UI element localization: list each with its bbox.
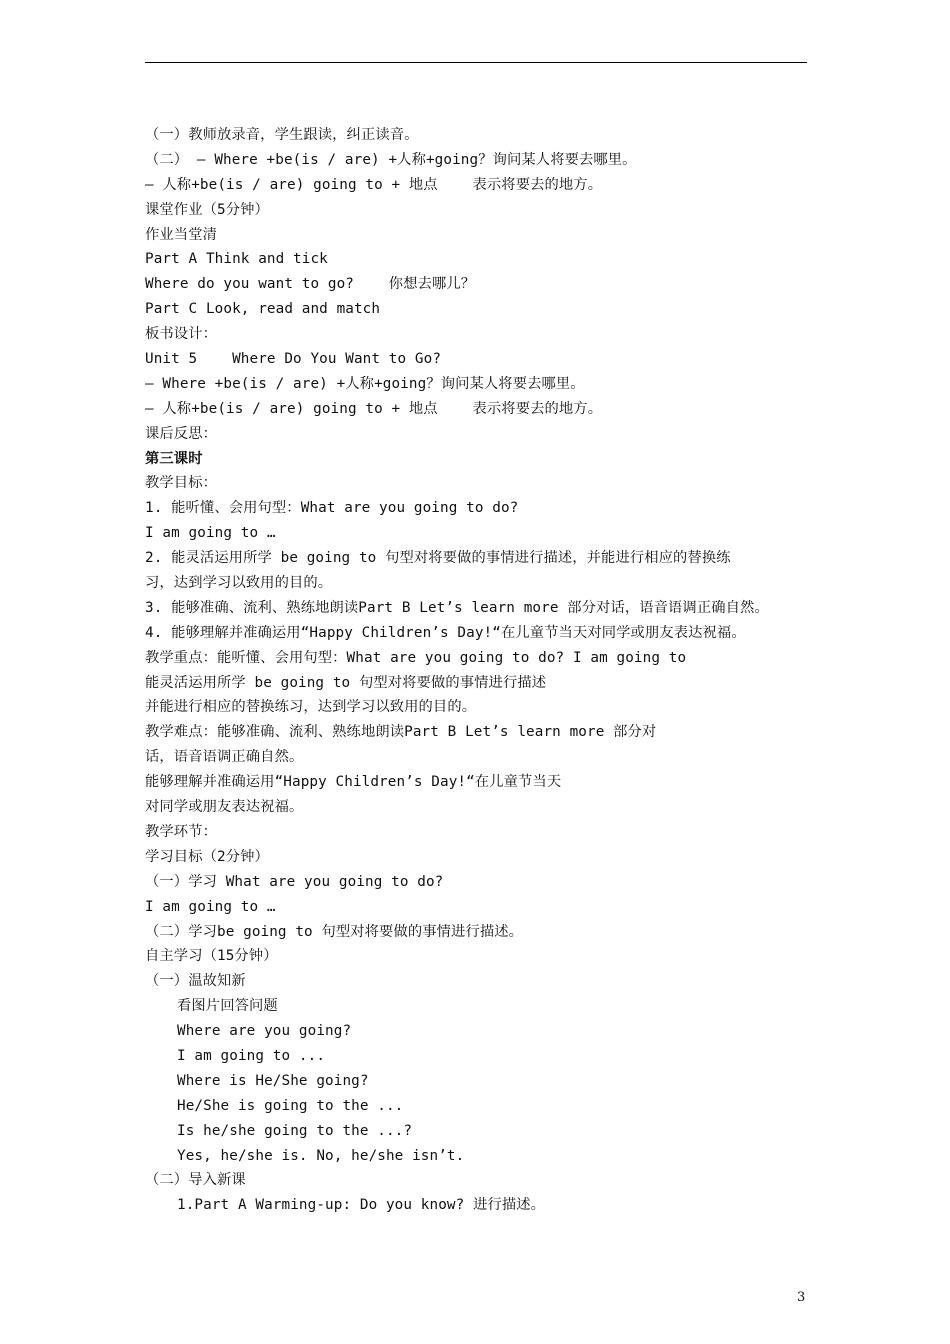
text-line: 1. 能听懂、会用句型：What are you going to do? [145, 500, 519, 517]
text-line: （二）导入新课 [145, 1172, 246, 1189]
section-heading: 第三课时 [145, 450, 203, 467]
text-line: Part A Think and tick [145, 251, 328, 268]
text-line: — 人称+be(is / are) going to + 地点 表示将要去的地方。 [145, 176, 603, 193]
header-rule [145, 62, 807, 63]
text-line: Is he/she going to the ...? [177, 1122, 413, 1139]
text-line: 能灵活运用所学 be going to 句型对将要做的事情进行描述 [145, 674, 547, 691]
text-line: 教学难点：能够准确、流利、熟练地朗读Part B Let’s learn more 部分对 [145, 724, 657, 741]
text-line: — 人称+be(is / are) going to + 地点 表示将要去的地方。 [145, 400, 603, 417]
text-line: Part C Look, read and match [145, 301, 381, 318]
text-line: 板书设计： [145, 326, 217, 343]
text-line: （一）温故知新 [145, 973, 246, 990]
text-line: 教学目标： [145, 475, 217, 492]
text-line: Yes, he/she is. No, he/she isn’t. [177, 1147, 465, 1164]
text-line: Where do you want to go? 你想去哪儿？ [145, 276, 476, 293]
text-line: Unit 5 Where Do You Want to Go? [145, 351, 442, 368]
text-line: 3. 能够准确、流利、熟练地朗读Part B Let’s learn more 部分对话，语音语调正确自然。 [145, 599, 769, 616]
text-line: 课后反思： [145, 425, 217, 442]
document-body [145, 123, 845, 1218]
text-line: 学习目标（2分钟） [145, 848, 269, 865]
text-line: 话，语音语调正确自然。 [145, 749, 304, 766]
text-line: 能够理解并准确运用“Happy Children’s Day!“在儿童节当天 [145, 774, 562, 791]
page-number: 3 [797, 1290, 806, 1305]
text-line: I am going to ... [177, 1047, 326, 1064]
text-line: 看图片回答问题 [177, 998, 278, 1015]
text-line: （二） — Where +be(is / are) +人称+going？询问某人将要去哪里。 [145, 151, 637, 168]
text-line: 习，达到学习以致用的目的。 [145, 575, 333, 592]
text-line: 1.Part A Warming-up: Do you know? 进行描述。 [177, 1197, 546, 1214]
text-line: （一）学习 What are you going to do? [145, 873, 444, 890]
text-line: I am going to … [145, 898, 276, 915]
text-line: 并能进行相应的替换练习，达到学习以致用的目的。 [145, 699, 477, 716]
text-line: 对同学或朋友表达祝福。 [145, 799, 304, 816]
text-line: I am going to … [145, 525, 276, 542]
text-line: 2. 能灵活运用所学 be going to 句型对将要做的事情进行描述，并能进行相应的替换练 [145, 550, 731, 567]
text-line: 教学重点：能听懂、会用句型：What are you going to do? I am going to [145, 649, 687, 666]
text-line: 4. 能够理解并准确运用“Happy Children’s Day!“在儿童节当天对同学或朋友表达祝福。 [145, 624, 746, 641]
text-line: 作业当堂清 [145, 226, 217, 243]
text-line: — Where +be(is / are) +人称+going？询问某人将要去哪里。 [145, 375, 585, 392]
text-line: （二）学习be going to 句型对将要做的事情进行描述。 [145, 923, 524, 940]
text-line: （一）教师放录音，学生跟读，纠正读音。 [145, 127, 419, 143]
text-line: 课堂作业（5分钟） [145, 201, 269, 218]
text-line: Where are you going? [177, 1023, 352, 1040]
text-line: 教学环节： [145, 823, 217, 840]
text-line: He/She is going to the ... [177, 1097, 404, 1114]
text-line: 自主学习（15分钟） [145, 948, 278, 965]
text-line: Where is He/She going? [177, 1072, 369, 1089]
